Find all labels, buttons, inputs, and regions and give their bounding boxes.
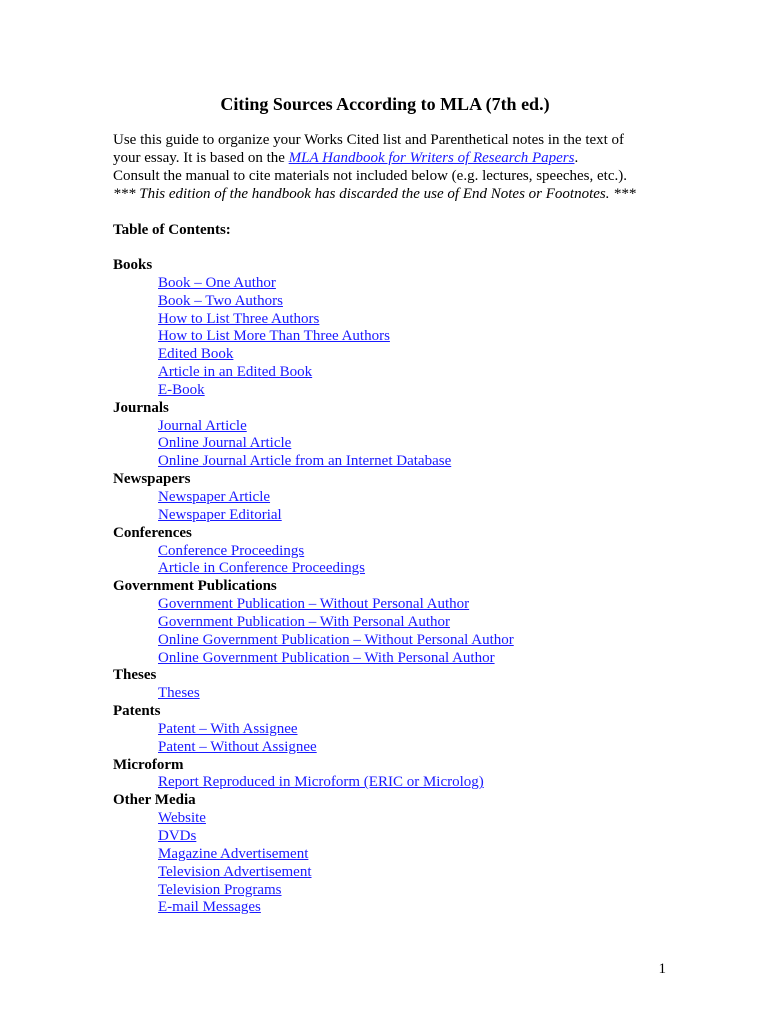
toc-entry-link[interactable]: Online Government Publication – Without Personal Author xyxy=(158,631,514,648)
toc-entry-link[interactable]: E-mail Messages xyxy=(158,899,261,916)
toc-entry-link[interactable]: Article in Conference Proceedings xyxy=(158,560,366,577)
intro-line-2-prefix: your essay. It is based on the xyxy=(113,150,289,166)
toc-section xyxy=(113,792,673,917)
toc-section-title: Conferences xyxy=(113,524,192,541)
toc-entry xyxy=(113,560,673,578)
toc-entry xyxy=(113,614,673,632)
table-of-contents-heading: Table of Contents: xyxy=(113,222,231,238)
toc-entry xyxy=(113,543,673,561)
toc-entry xyxy=(113,685,673,703)
toc-section xyxy=(113,400,673,471)
toc-entry xyxy=(113,810,673,828)
intro-line-2-suffix: . xyxy=(574,150,579,166)
table-of-contents xyxy=(113,257,673,917)
toc-entry-link[interactable]: How to List Three Authors xyxy=(158,310,320,327)
toc-section-title: Government Publications xyxy=(113,578,277,595)
toc-entry-link[interactable]: Report Reproduced in Microform (ERIC or Microlog) xyxy=(158,774,484,791)
toc-section-title: Patents xyxy=(113,703,161,720)
toc-entry xyxy=(113,650,673,668)
toc-entry xyxy=(113,864,673,882)
page-number: 1 xyxy=(658,961,666,977)
toc-entry xyxy=(113,596,673,614)
toc-section xyxy=(113,257,673,400)
toc-entry-link[interactable]: Conference Proceedings xyxy=(158,542,305,559)
toc-section-title: Books xyxy=(113,257,153,273)
toc-section xyxy=(113,578,673,667)
toc-section-title: Other Media xyxy=(113,792,196,809)
toc-section-title: Journals xyxy=(113,399,169,416)
toc-entry-link[interactable]: How to List More Than Three Authors xyxy=(158,328,390,345)
toc-entry xyxy=(113,453,673,471)
toc-entry xyxy=(113,364,673,382)
toc-section xyxy=(113,525,673,579)
toc-entry-link[interactable]: Journal Article xyxy=(158,417,247,434)
toc-entry-link[interactable]: Newspaper Article xyxy=(158,488,271,505)
intro-line-3: Consult the manual to cite materials not included below (e.g. lectures, speeches, etc.). xyxy=(113,168,627,184)
toc-entry xyxy=(113,489,673,507)
toc-entry-link[interactable]: Theses xyxy=(158,685,200,702)
toc-entry xyxy=(113,293,673,311)
intro-line-2 xyxy=(113,149,673,167)
toc-entry-link[interactable]: Patent – Without Assignee xyxy=(158,738,317,755)
toc-entry-link[interactable]: Government Publication – Without Personal Author xyxy=(158,596,470,613)
toc-entry-link[interactable]: E-Book xyxy=(158,381,205,398)
toc-entry xyxy=(113,346,673,364)
toc-entry xyxy=(113,435,673,453)
toc-entry-link[interactable]: Patent – With Assignee xyxy=(158,720,298,737)
toc-entry-link[interactable]: Magazine Advertisement xyxy=(158,845,309,862)
mla-handbook-link[interactable]: MLA Handbook for Writers of Research Papers xyxy=(288,150,575,166)
toc-entry xyxy=(113,899,673,917)
toc-entry xyxy=(113,328,673,346)
toc-entry xyxy=(113,774,673,792)
toc-entry-link[interactable]: Website xyxy=(158,810,206,827)
toc-entry xyxy=(113,311,673,329)
footnote-notice: *** This edition of the handbook has discarded the use of End Notes or Footnotes. *** xyxy=(113,186,636,202)
toc-entry-link[interactable]: Book – One Author xyxy=(158,274,276,291)
toc-section xyxy=(113,703,673,757)
toc-entry-link[interactable]: Newspaper Editorial xyxy=(158,506,282,523)
toc-entry xyxy=(113,882,673,900)
intro-paragraph xyxy=(113,131,673,203)
toc-entry-link[interactable]: Edited Book xyxy=(158,346,234,363)
toc-entry-link[interactable]: DVDs xyxy=(158,828,197,844)
toc-section-title: Theses xyxy=(113,667,157,684)
toc-section xyxy=(113,471,673,525)
toc-entry-link[interactable]: Online Journal Article xyxy=(158,435,292,452)
document-title: Citing Sources According to MLA (7th ed.) xyxy=(220,94,550,114)
toc-entry xyxy=(113,721,673,739)
toc-section-title: Microform xyxy=(113,756,184,773)
toc-entry-link[interactable]: Book – Two Authors xyxy=(158,292,283,309)
toc-entry xyxy=(113,828,673,846)
toc-section xyxy=(113,667,673,703)
toc-entry xyxy=(113,418,673,436)
toc-entry xyxy=(113,632,673,650)
toc-entry-link[interactable]: Article in an Edited Book xyxy=(158,364,313,381)
intro-line-1: Use this guide to organize your Works Cited list and Parenthetical notes in the text of xyxy=(113,132,625,148)
toc-entry-link[interactable]: Government Publication – With Personal Author xyxy=(158,613,451,630)
intro-line-4 xyxy=(113,185,673,203)
toc-entry-link[interactable]: Television Programs xyxy=(158,881,282,898)
toc-section-title: Newspapers xyxy=(113,471,191,488)
toc-entry-link[interactable]: Online Journal Article from an Internet Database xyxy=(158,453,452,470)
toc-entry-link[interactable]: Online Government Publication – With Personal Author xyxy=(158,649,495,666)
toc-entry xyxy=(113,382,673,400)
toc-entry xyxy=(113,739,673,757)
toc-entry xyxy=(113,275,673,293)
toc-entry xyxy=(113,507,673,525)
toc-entry xyxy=(113,846,673,864)
toc-section xyxy=(113,757,673,793)
toc-entry-link[interactable]: Television Advertisement xyxy=(158,863,312,880)
